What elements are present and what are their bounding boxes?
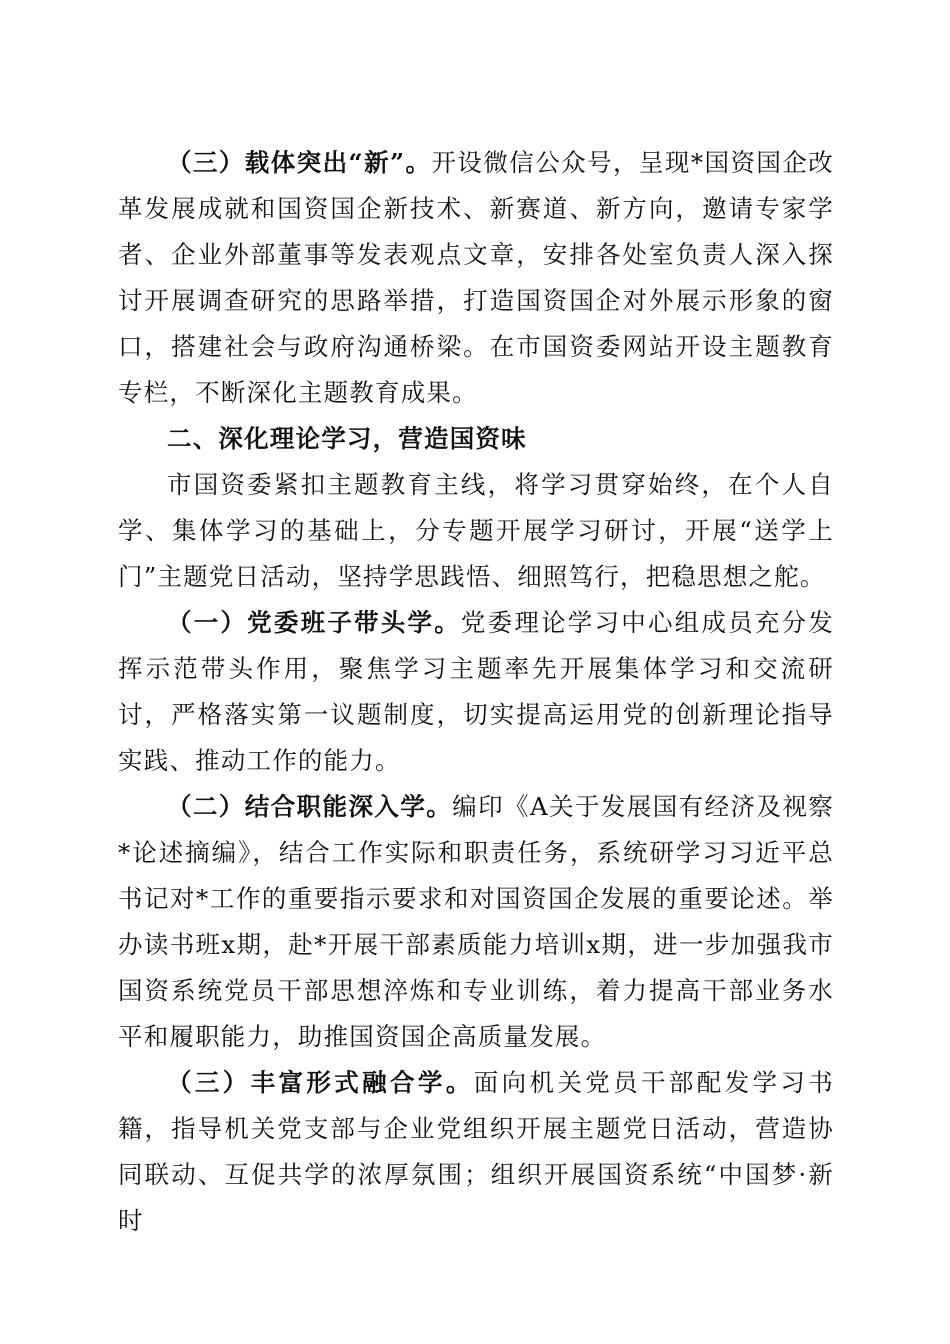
paragraph-lead: （一）党委班子带头学。: [167, 608, 461, 637]
document-body: [118, 140, 834, 1244]
paragraph-carrier-innovation: [118, 140, 834, 416]
paragraph-functional-study: [118, 784, 834, 1060]
paragraph-lead: （三）丰富形式融合学。: [167, 1068, 474, 1097]
paragraph-text: 编印《A关于发展国有经济及视察*论述摘编》，结合工作实际和职责任务，系统研学习习近平总书记对*工作的重要指示要求和对国资国企发展的重要论述。举办读书班x期，赴*开展干部素质能力培训x期，进一步加强我市国资系统党员干部思想淬炼和专业训练，着力提高干部业务水平和履职能力，助推国资国企高质量发展。: [118, 792, 834, 1051]
paragraph-text: 面向机关党员干部配发学习书籍，指导机关党支部与企业党组织开展主题党日活动，营造协同联动、互促共学的浓厚氛围；组织开展国资系统“中国梦·新时: [118, 1068, 834, 1235]
paragraph-lead: （三）载体突出“新”。: [167, 148, 432, 177]
paragraph-integrated-study: [118, 1060, 834, 1244]
section-intro-paragraph: 市国资委紧扣主题教育主线，将学习贯穿始终，在个人自学、集体学习的基础上，分专题开展学习研讨，开展“送学上门”主题党日活动，坚持学思践悟、细照笃行，把稳思想之舵。: [118, 470, 834, 591]
paragraph-lead: （二）结合职能深入学。: [167, 792, 453, 821]
paragraph-text: 党委理论学习中心组成员充分发挥示范带头作用，聚焦学习主题率先开展集体学习和交流研讨，严格落实第一议题制度，切实提高运用党的创新理论指导实践、推动工作的能力。: [118, 608, 834, 775]
paragraph-leadership-study: [118, 600, 834, 784]
section-heading: 二、深化理论学习，营造国资味: [167, 424, 527, 453]
paragraph-text: 开设微信公众号，呈现*国资国企改革发展成就和国资国企新技术、新赛道、新方向，邀请专家学者、企业外部董事等发表观点文章，安排各处室负责人深入探讨开展调查研究的思路举措，打造国资国企对外展示形象的窗口，搭建社会与政府沟通桥梁。在市国资委网站开设主题教育专栏，不断深化主题教育成果。: [118, 148, 835, 407]
